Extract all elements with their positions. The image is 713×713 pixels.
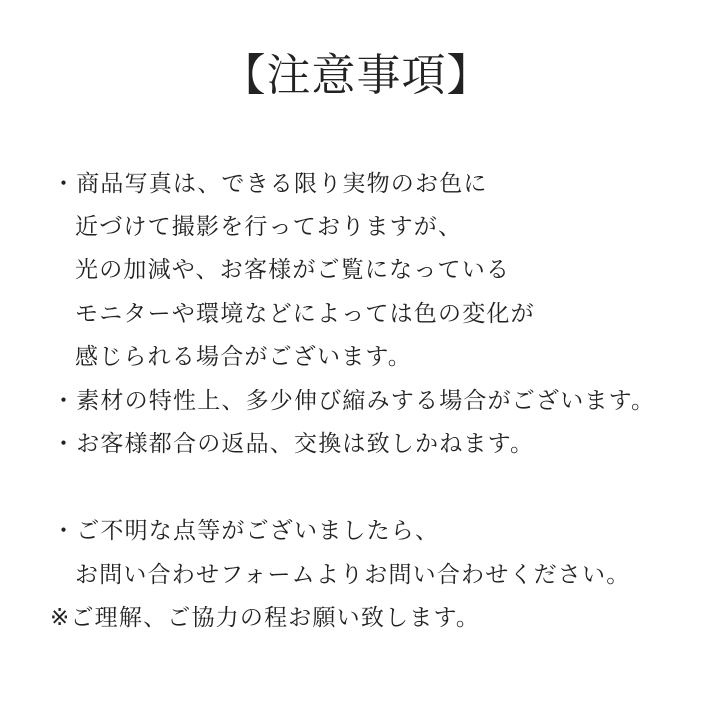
- notice-line-3: 光の加減や、お客様がご覧になっている: [75, 257, 511, 283]
- notice-line-10: ※ご理解、ご協力の程お願い致します。: [50, 605, 481, 631]
- notice-line-5: 感じられる場合がございます。: [75, 344, 412, 370]
- notice-line-9: お問い合わせフォームよりお問い合わせください。: [75, 562, 631, 588]
- notice-line-7: ・お客様都合の返品、交換は致しかねます。: [52, 431, 535, 457]
- notice-line-6: ・素材の特性上、多少伸び縮みする場合がございます。: [52, 388, 656, 414]
- notice-line-4: モニターや環境などによっては色の変化が: [75, 301, 535, 327]
- page-title: 【注意事項】: [221, 50, 492, 101]
- notice-line-2: 近づけて撮影を行っておりますが、: [75, 214, 463, 240]
- notice-line-1: ・商品写真は、できる限り実物のお色に: [52, 171, 488, 197]
- notice-line-8: ・ご不明な点等がございましたら、: [52, 518, 440, 544]
